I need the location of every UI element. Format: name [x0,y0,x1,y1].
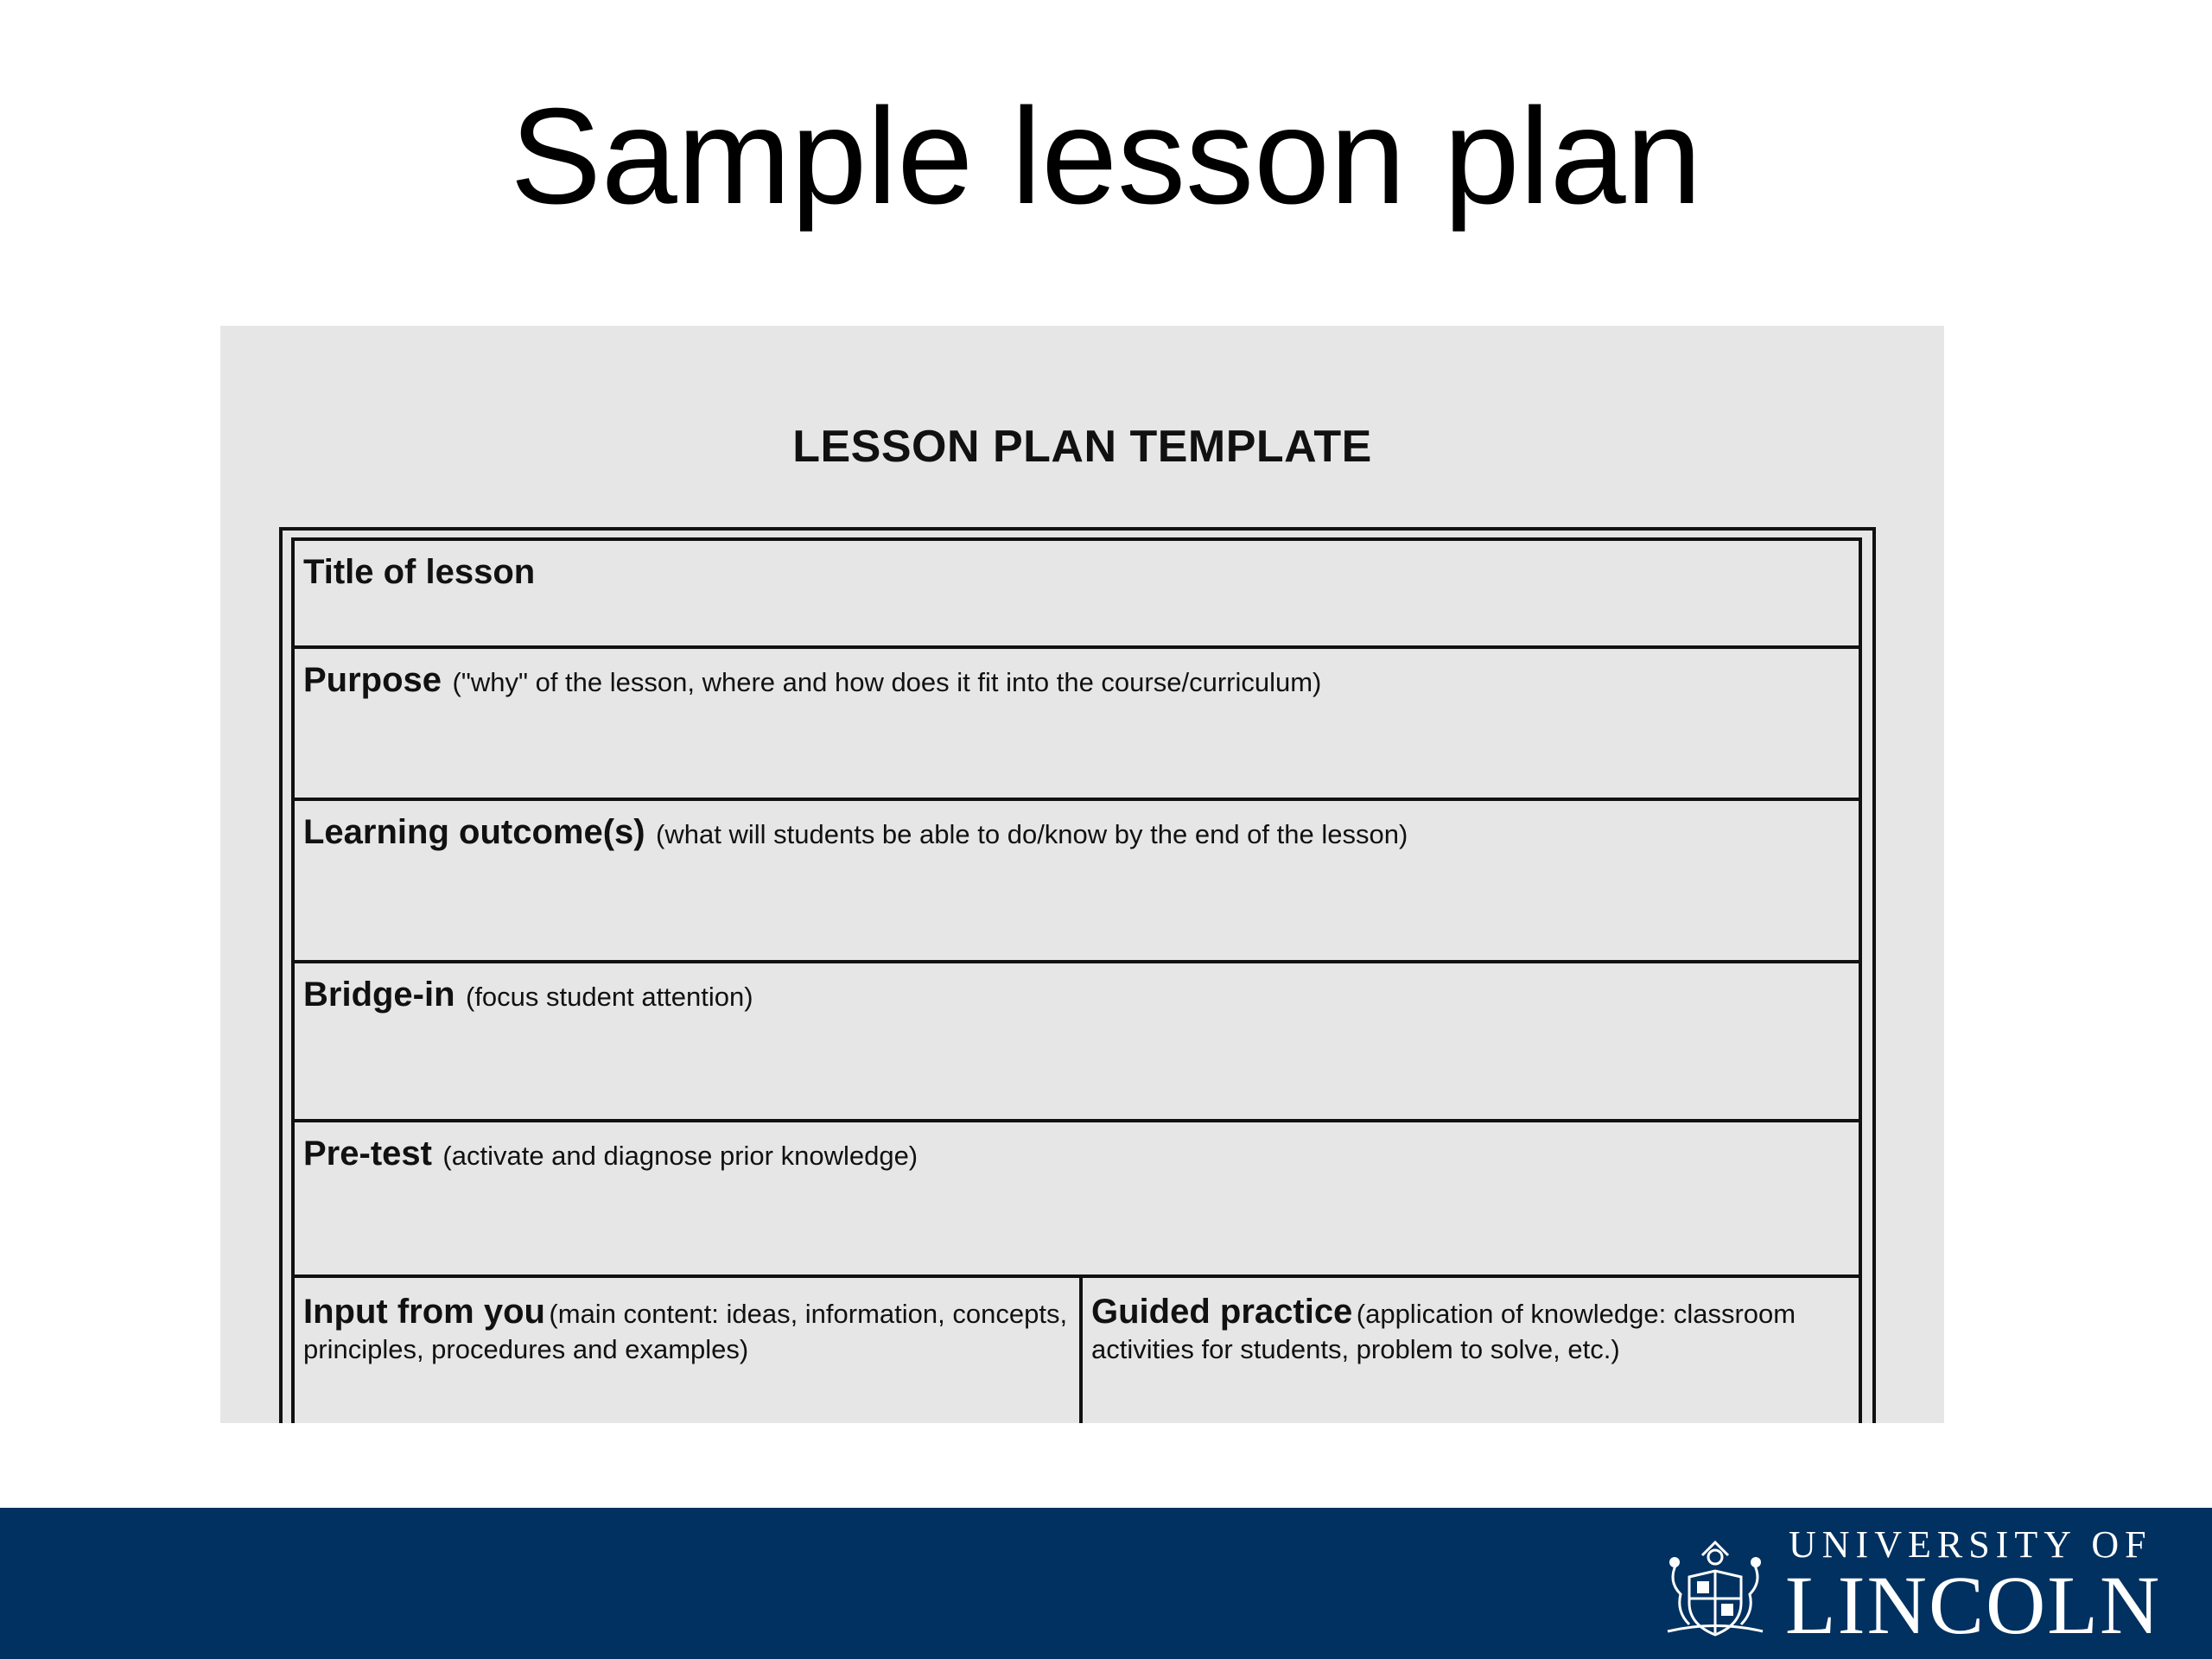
university-crest-icon [1659,1529,1771,1642]
row-hint: (activate and diagnose prior knowledge) [442,1141,918,1171]
lesson-plan-template-image [220,326,1944,1423]
row-label: Pre-test [303,1135,432,1173]
row-title-of-lesson [295,541,1859,649]
row-label: Learning outcome(s) [303,813,645,851]
row-hint: (what will students be able to do/know by the end of the lesson) [656,819,1408,849]
cell-label: Input from you [303,1293,545,1331]
row-label: Title of lesson [303,553,536,591]
cell-hint: (application of knowledge: classroom activities for students, problem to solve, etc.) [1091,1299,1796,1364]
row-learning-outcomes [295,801,1859,963]
row-hint: (focus student attention) [466,982,753,1012]
row-pre-test [295,1122,1859,1278]
slide-title: Sample lesson plan [510,80,1702,232]
cell-label: Guided practice [1091,1293,1353,1331]
template-heading: LESSON PLAN TEMPLATE [792,422,1372,472]
logo-university-of: UNIVERSITY OF [1789,1523,2152,1566]
cell-hint: (main content: ideas, information, concepts, principles, procedures and examples) [303,1299,1068,1364]
row-label: Bridge-in [303,976,455,1014]
cell-input-from-you [295,1278,1083,1423]
row-hint: ("why" of the lesson, where and how does it fit into the course/curriculum) [452,667,1322,697]
row-label: Purpose [303,661,442,699]
row-input-guided-practice [295,1278,1859,1423]
row-bridge-in [295,963,1859,1122]
logo-lincoln: LINCOLN [1785,1559,2162,1651]
row-purpose [295,649,1859,801]
cell-guided-practice [1083,1278,1859,1423]
